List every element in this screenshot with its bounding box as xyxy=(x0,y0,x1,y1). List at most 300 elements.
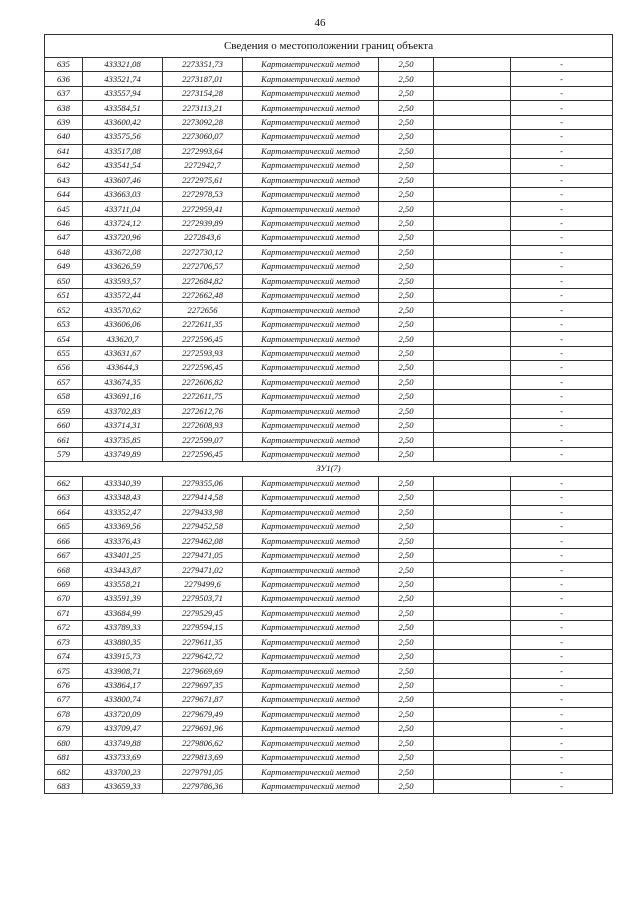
accuracy-cell: 2,50 xyxy=(379,433,434,447)
x-coordinate-cell: 433749,88 xyxy=(83,736,163,750)
method-cell: Картометрический метод xyxy=(243,289,379,303)
description-cell xyxy=(434,779,511,793)
table-row xyxy=(45,130,613,144)
point-number-cell: 680 xyxy=(45,736,83,750)
note-cell: - xyxy=(511,693,613,707)
point-number-cell: 668 xyxy=(45,563,83,577)
y-coordinate-cell: 2279414,58 xyxy=(163,491,243,505)
note-cell: - xyxy=(511,779,613,793)
method-cell: Картометрический метод xyxy=(243,765,379,779)
note-cell: - xyxy=(511,274,613,288)
point-number-cell: 660 xyxy=(45,418,83,432)
description-cell xyxy=(434,520,511,534)
note-cell: - xyxy=(511,231,613,245)
note-cell: - xyxy=(511,375,613,389)
y-coordinate-cell: 2273351,73 xyxy=(163,58,243,72)
point-number-cell: 637 xyxy=(45,86,83,100)
accuracy-cell: 2,50 xyxy=(379,635,434,649)
table-row xyxy=(45,693,613,707)
table-title-row xyxy=(45,35,613,58)
method-cell: Картометрический метод xyxy=(243,418,379,432)
method-cell: Картометрический метод xyxy=(243,707,379,721)
point-number-cell: 636 xyxy=(45,72,83,86)
y-coordinate-cell: 2279471,02 xyxy=(163,563,243,577)
note-cell: - xyxy=(511,404,613,418)
method-cell: Картометрический метод xyxy=(243,751,379,765)
x-coordinate-cell: 433684,99 xyxy=(83,606,163,620)
x-coordinate-cell: 433691,16 xyxy=(83,390,163,404)
table-row xyxy=(45,678,613,692)
table-title: Сведения о местоположении границ объекта xyxy=(45,35,613,58)
description-cell xyxy=(434,765,511,779)
description-cell xyxy=(434,375,511,389)
description-cell xyxy=(434,433,511,447)
y-coordinate-cell: 2273113,21 xyxy=(163,101,243,115)
point-number-cell: 579 xyxy=(45,447,83,461)
boundary-coordinates-table xyxy=(44,34,613,794)
accuracy-cell: 2,50 xyxy=(379,736,434,750)
description-cell xyxy=(434,548,511,562)
point-number-cell: 635 xyxy=(45,58,83,72)
note-cell: - xyxy=(511,649,613,663)
accuracy-cell: 2,50 xyxy=(379,159,434,173)
description-cell xyxy=(434,361,511,375)
y-coordinate-cell: 2272939,89 xyxy=(163,216,243,230)
point-number-cell: 658 xyxy=(45,390,83,404)
y-coordinate-cell: 2272593,93 xyxy=(163,346,243,360)
page-number: 46 xyxy=(314,17,326,29)
x-coordinate-cell: 433321,08 xyxy=(83,58,163,72)
accuracy-cell: 2,50 xyxy=(379,621,434,635)
note-cell: - xyxy=(511,722,613,736)
note-cell: - xyxy=(511,751,613,765)
note-cell: - xyxy=(511,418,613,432)
description-cell xyxy=(434,72,511,86)
note-cell: - xyxy=(511,317,613,331)
description-cell xyxy=(434,736,511,750)
point-number-cell: 640 xyxy=(45,130,83,144)
description-cell xyxy=(434,390,511,404)
table-row xyxy=(45,505,613,519)
y-coordinate-cell: 2272706,57 xyxy=(163,260,243,274)
accuracy-cell: 2,50 xyxy=(379,260,434,274)
x-coordinate-cell: 433908,71 xyxy=(83,664,163,678)
method-cell: Картометрический метод xyxy=(243,404,379,418)
x-coordinate-cell: 433720,09 xyxy=(83,707,163,721)
table-row xyxy=(45,404,613,418)
method-cell: Картометрический метод xyxy=(243,187,379,201)
accuracy-cell: 2,50 xyxy=(379,779,434,793)
method-cell: Картометрический метод xyxy=(243,130,379,144)
y-coordinate-cell: 2279691,96 xyxy=(163,722,243,736)
x-coordinate-cell: 433401,25 xyxy=(83,548,163,562)
method-cell: Картометрический метод xyxy=(243,447,379,461)
description-cell xyxy=(434,58,511,72)
description-cell xyxy=(434,101,511,115)
method-cell: Картометрический метод xyxy=(243,231,379,245)
table-row xyxy=(45,58,613,72)
description-cell xyxy=(434,592,511,606)
table-row xyxy=(45,491,613,505)
y-coordinate-cell: 2272959,41 xyxy=(163,202,243,216)
description-cell xyxy=(434,260,511,274)
point-number-cell: 673 xyxy=(45,635,83,649)
accuracy-cell: 2,50 xyxy=(379,548,434,562)
x-coordinate-cell: 433800,74 xyxy=(83,693,163,707)
table-row xyxy=(45,375,613,389)
table-row xyxy=(45,476,613,490)
point-number-cell: 674 xyxy=(45,649,83,663)
accuracy-cell: 2,50 xyxy=(379,231,434,245)
table-row xyxy=(45,332,613,346)
accuracy-cell: 2,50 xyxy=(379,86,434,100)
description-cell xyxy=(434,751,511,765)
description-cell xyxy=(434,187,511,201)
accuracy-cell: 2,50 xyxy=(379,534,434,548)
note-cell: - xyxy=(511,332,613,346)
note-cell: - xyxy=(511,173,613,187)
accuracy-cell: 2,50 xyxy=(379,202,434,216)
table-row xyxy=(45,187,613,201)
x-coordinate-cell: 433711,04 xyxy=(83,202,163,216)
table-row xyxy=(45,707,613,721)
accuracy-cell: 2,50 xyxy=(379,678,434,692)
point-number-cell: 682 xyxy=(45,765,83,779)
accuracy-cell: 2,50 xyxy=(379,361,434,375)
method-cell: Картометрический метод xyxy=(243,390,379,404)
description-cell xyxy=(434,664,511,678)
description-cell xyxy=(434,159,511,173)
method-cell: Картометрический метод xyxy=(243,621,379,635)
x-coordinate-cell: 433735,85 xyxy=(83,433,163,447)
note-cell: - xyxy=(511,476,613,490)
method-cell: Картометрический метод xyxy=(243,317,379,331)
table-row xyxy=(45,592,613,606)
y-coordinate-cell: 2272730,12 xyxy=(163,245,243,259)
table-row xyxy=(45,390,613,404)
point-number-cell: 652 xyxy=(45,303,83,317)
x-coordinate-cell: 433659,33 xyxy=(83,779,163,793)
accuracy-cell: 2,50 xyxy=(379,707,434,721)
section-header-row xyxy=(45,462,613,476)
y-coordinate-cell: 2279503,71 xyxy=(163,592,243,606)
table-row xyxy=(45,361,613,375)
method-cell: Картометрический метод xyxy=(243,779,379,793)
x-coordinate-cell: 433584,51 xyxy=(83,101,163,115)
table-row xyxy=(45,577,613,591)
x-coordinate-cell: 433570,62 xyxy=(83,303,163,317)
description-cell xyxy=(434,317,511,331)
description-cell xyxy=(434,346,511,360)
description-cell xyxy=(434,332,511,346)
point-number-cell: 649 xyxy=(45,260,83,274)
table-row xyxy=(45,664,613,678)
y-coordinate-cell: 2279611,35 xyxy=(163,635,243,649)
y-coordinate-cell: 2279642,72 xyxy=(163,649,243,663)
point-number-cell: 667 xyxy=(45,548,83,562)
y-coordinate-cell: 2272599,07 xyxy=(163,433,243,447)
description-cell xyxy=(434,606,511,620)
table-row xyxy=(45,779,613,793)
note-cell: - xyxy=(511,101,613,115)
x-coordinate-cell: 433915,73 xyxy=(83,649,163,663)
description-cell xyxy=(434,693,511,707)
method-cell: Картометрический метод xyxy=(243,635,379,649)
point-number-cell: 643 xyxy=(45,173,83,187)
accuracy-cell: 2,50 xyxy=(379,418,434,432)
note-cell: - xyxy=(511,130,613,144)
point-number-cell: 655 xyxy=(45,346,83,360)
description-cell xyxy=(434,86,511,100)
note-cell: - xyxy=(511,216,613,230)
point-number-cell: 665 xyxy=(45,520,83,534)
y-coordinate-cell: 2272612,76 xyxy=(163,404,243,418)
description-cell xyxy=(434,144,511,158)
x-coordinate-cell: 433376,43 xyxy=(83,534,163,548)
method-cell: Картометрический метод xyxy=(243,534,379,548)
note-cell: - xyxy=(511,664,613,678)
x-coordinate-cell: 433700,23 xyxy=(83,765,163,779)
method-cell: Картометрический метод xyxy=(243,664,379,678)
method-cell: Картометрический метод xyxy=(243,101,379,115)
y-coordinate-cell: 2279697,35 xyxy=(163,678,243,692)
x-coordinate-cell: 433600,42 xyxy=(83,115,163,129)
point-number-cell: 639 xyxy=(45,115,83,129)
y-coordinate-cell: 2273060,07 xyxy=(163,130,243,144)
accuracy-cell: 2,50 xyxy=(379,606,434,620)
point-number-cell: 656 xyxy=(45,361,83,375)
method-cell: Картометрический метод xyxy=(243,476,379,490)
description-cell xyxy=(434,274,511,288)
note-cell: - xyxy=(511,303,613,317)
description-cell xyxy=(434,707,511,721)
method-cell: Картометрический метод xyxy=(243,202,379,216)
point-number-cell: 650 xyxy=(45,274,83,288)
point-number-cell: 641 xyxy=(45,144,83,158)
accuracy-cell: 2,50 xyxy=(379,664,434,678)
method-cell: Картометрический метод xyxy=(243,577,379,591)
note-cell: - xyxy=(511,491,613,505)
point-number-cell: 647 xyxy=(45,231,83,245)
note-cell: - xyxy=(511,346,613,360)
note-cell: - xyxy=(511,390,613,404)
y-coordinate-cell: 2279433,98 xyxy=(163,505,243,519)
x-coordinate-cell: 433644,3 xyxy=(83,361,163,375)
x-coordinate-cell: 433572,44 xyxy=(83,289,163,303)
description-cell xyxy=(434,418,511,432)
method-cell: Картометрический метод xyxy=(243,144,379,158)
accuracy-cell: 2,50 xyxy=(379,173,434,187)
x-coordinate-cell: 433517,08 xyxy=(83,144,163,158)
accuracy-cell: 2,50 xyxy=(379,649,434,663)
x-coordinate-cell: 433880,35 xyxy=(83,635,163,649)
point-number-cell: 679 xyxy=(45,722,83,736)
table-row xyxy=(45,303,613,317)
y-coordinate-cell: 2279594,15 xyxy=(163,621,243,635)
point-number-cell: 672 xyxy=(45,621,83,635)
method-cell: Картометрический метод xyxy=(243,159,379,173)
accuracy-cell: 2,50 xyxy=(379,216,434,230)
note-cell: - xyxy=(511,433,613,447)
method-cell: Картометрический метод xyxy=(243,678,379,692)
y-coordinate-cell: 2279669,69 xyxy=(163,664,243,678)
accuracy-cell: 2,50 xyxy=(379,332,434,346)
note-cell: - xyxy=(511,577,613,591)
table-row xyxy=(45,722,613,736)
note-cell: - xyxy=(511,621,613,635)
point-number-cell: 662 xyxy=(45,476,83,490)
description-cell xyxy=(434,649,511,663)
description-cell xyxy=(434,173,511,187)
accuracy-cell: 2,50 xyxy=(379,58,434,72)
accuracy-cell: 2,50 xyxy=(379,317,434,331)
method-cell: Картометрический метод xyxy=(243,375,379,389)
note-cell: - xyxy=(511,86,613,100)
method-cell: Картометрический метод xyxy=(243,563,379,577)
note-cell: - xyxy=(511,447,613,461)
method-cell: Картометрический метод xyxy=(243,736,379,750)
note-cell: - xyxy=(511,736,613,750)
method-cell: Картометрический метод xyxy=(243,303,379,317)
table-row xyxy=(45,317,613,331)
description-cell xyxy=(434,563,511,577)
method-cell: Картометрический метод xyxy=(243,520,379,534)
note-cell: - xyxy=(511,765,613,779)
description-cell xyxy=(434,216,511,230)
note-cell: - xyxy=(511,707,613,721)
x-coordinate-cell: 433672,08 xyxy=(83,245,163,259)
point-number-cell: 663 xyxy=(45,491,83,505)
accuracy-cell: 2,50 xyxy=(379,303,434,317)
point-number-cell: 669 xyxy=(45,577,83,591)
table-row xyxy=(45,621,613,635)
note-cell: - xyxy=(511,58,613,72)
point-number-cell: 681 xyxy=(45,751,83,765)
x-coordinate-cell: 433607,46 xyxy=(83,173,163,187)
method-cell: Картометрический метод xyxy=(243,173,379,187)
table-row xyxy=(45,736,613,750)
point-number-cell: 646 xyxy=(45,216,83,230)
method-cell: Картометрический метод xyxy=(243,245,379,259)
accuracy-cell: 2,50 xyxy=(379,751,434,765)
note-cell: - xyxy=(511,563,613,577)
description-cell xyxy=(434,202,511,216)
x-coordinate-cell: 433591,39 xyxy=(83,592,163,606)
accuracy-cell: 2,50 xyxy=(379,447,434,461)
method-cell: Картометрический метод xyxy=(243,58,379,72)
point-number-cell: 666 xyxy=(45,534,83,548)
section-label: ЗУ1(7) xyxy=(45,462,613,476)
y-coordinate-cell: 2279786,36 xyxy=(163,779,243,793)
method-cell: Картометрический метод xyxy=(243,606,379,620)
method-cell: Картометрический метод xyxy=(243,505,379,519)
y-coordinate-cell: 2272596,45 xyxy=(163,332,243,346)
note-cell: - xyxy=(511,159,613,173)
note-cell: - xyxy=(511,260,613,274)
method-cell: Картометрический метод xyxy=(243,361,379,375)
accuracy-cell: 2,50 xyxy=(379,289,434,303)
x-coordinate-cell: 433593,57 xyxy=(83,274,163,288)
description-cell xyxy=(434,476,511,490)
method-cell: Картометрический метод xyxy=(243,274,379,288)
method-cell: Картометрический метод xyxy=(243,548,379,562)
table-row xyxy=(45,202,613,216)
y-coordinate-cell: 2272993,64 xyxy=(163,144,243,158)
y-coordinate-cell: 2279471,05 xyxy=(163,548,243,562)
method-cell: Картометрический метод xyxy=(243,115,379,129)
y-coordinate-cell: 2279452,58 xyxy=(163,520,243,534)
y-coordinate-cell: 2272662,48 xyxy=(163,289,243,303)
note-cell: - xyxy=(511,202,613,216)
table-row xyxy=(45,563,613,577)
y-coordinate-cell: 2279462,08 xyxy=(163,534,243,548)
point-number-cell: 638 xyxy=(45,101,83,115)
note-cell: - xyxy=(511,289,613,303)
table-row xyxy=(45,101,613,115)
y-coordinate-cell: 2272978,53 xyxy=(163,187,243,201)
note-cell: - xyxy=(511,548,613,562)
y-coordinate-cell: 2279679,49 xyxy=(163,707,243,721)
point-number-cell: 677 xyxy=(45,693,83,707)
y-coordinate-cell: 2272611,75 xyxy=(163,390,243,404)
description-cell xyxy=(434,491,511,505)
table-row xyxy=(45,606,613,620)
description-cell xyxy=(434,621,511,635)
y-coordinate-cell: 2279671,87 xyxy=(163,693,243,707)
x-coordinate-cell: 433714,31 xyxy=(83,418,163,432)
table-row xyxy=(45,159,613,173)
x-coordinate-cell: 433663,03 xyxy=(83,187,163,201)
accuracy-cell: 2,50 xyxy=(379,765,434,779)
method-cell: Картометрический метод xyxy=(243,260,379,274)
x-coordinate-cell: 433557,94 xyxy=(83,86,163,100)
table-row xyxy=(45,346,613,360)
note-cell: - xyxy=(511,245,613,259)
point-number-cell: 678 xyxy=(45,707,83,721)
point-number-cell: 644 xyxy=(45,187,83,201)
description-cell xyxy=(434,722,511,736)
table-row xyxy=(45,649,613,663)
method-cell: Картометрический метод xyxy=(243,433,379,447)
y-coordinate-cell: 2272611,35 xyxy=(163,317,243,331)
method-cell: Картометрический метод xyxy=(243,346,379,360)
x-coordinate-cell: 433749,89 xyxy=(83,447,163,461)
accuracy-cell: 2,50 xyxy=(379,274,434,288)
table-row xyxy=(45,245,613,259)
x-coordinate-cell: 433558,21 xyxy=(83,577,163,591)
x-coordinate-cell: 433626,59 xyxy=(83,260,163,274)
method-cell: Картометрический метод xyxy=(243,649,379,663)
description-cell xyxy=(434,678,511,692)
accuracy-cell: 2,50 xyxy=(379,130,434,144)
note-cell: - xyxy=(511,635,613,649)
description-cell xyxy=(434,245,511,259)
description-cell xyxy=(434,577,511,591)
x-coordinate-cell: 433733,69 xyxy=(83,751,163,765)
x-coordinate-cell: 433620,7 xyxy=(83,332,163,346)
y-coordinate-cell: 2272596,45 xyxy=(163,361,243,375)
y-coordinate-cell: 2279355,06 xyxy=(163,476,243,490)
table-row xyxy=(45,173,613,187)
y-coordinate-cell: 2279529,45 xyxy=(163,606,243,620)
x-coordinate-cell: 433674,35 xyxy=(83,375,163,389)
description-cell xyxy=(434,289,511,303)
note-cell: - xyxy=(511,72,613,86)
point-number-cell: 657 xyxy=(45,375,83,389)
x-coordinate-cell: 433789,33 xyxy=(83,621,163,635)
method-cell: Картометрический метод xyxy=(243,693,379,707)
table-row xyxy=(45,289,613,303)
